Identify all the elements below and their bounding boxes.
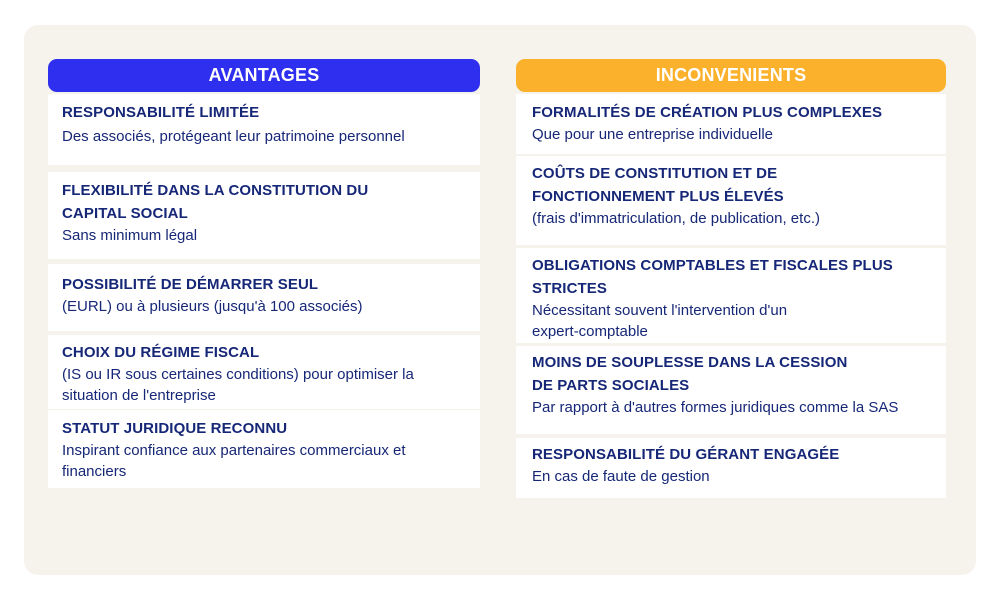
- advantage-title: POSSIBILITÉ DE DÉMARRER SEUL: [62, 276, 319, 293]
- disadvantage-item: [516, 156, 946, 245]
- advantage-item: [48, 264, 480, 331]
- advantage-desc: Des associés, protégeant leur patrimoine personnel: [62, 128, 405, 145]
- disadvantage-desc: Nécessitant souvent l'intervention d'un expert-comptable: [532, 302, 788, 340]
- advantage-item: [48, 335, 480, 409]
- advantages-column: [48, 59, 480, 480]
- disadvantage-item: [516, 346, 946, 434]
- advantage-item: [48, 410, 480, 488]
- advantages-header: AVANTAGES: [48, 59, 480, 92]
- disadvantage-desc: (frais d'immatriculation, de publication, etc.): [532, 210, 820, 227]
- disadvantage-title: FORMALITÉS DE CRÉATION PLUS COMPLEXES: [532, 104, 883, 121]
- disadvantage-title: COÛTS DE CONSTITUTION ET DE FONCTIONNEMENT PLUS ÉLEVÉS: [532, 165, 784, 205]
- advantage-desc: Sans minimum légal: [62, 227, 198, 244]
- disadvantage-desc: Par rapport à d'autres formes juridiques comme la SAS: [532, 399, 899, 416]
- disadvantage-item: [516, 248, 946, 343]
- disadvantage-item: [516, 94, 946, 154]
- advantage-desc: (IS ou IR sous certaines conditions) pour optimiser la situation de l'entreprise: [62, 366, 414, 404]
- advantage-item: [48, 94, 480, 165]
- disadvantage-title: RESPONSABILITÉ DU GÉRANT ENGAGÉE: [532, 446, 840, 463]
- advantage-title: CHOIX DU RÉGIME FISCAL: [62, 344, 260, 361]
- advantage-desc: Inspirant confiance aux partenaires commerciaux et financiers: [62, 442, 406, 480]
- advantage-title: STATUT JURIDIQUE RECONNU: [62, 420, 288, 437]
- advantage-title: FLEXIBILITÉ DANS LA CONSTITUTION DU CAPITAL SOCIAL: [62, 182, 369, 222]
- advantage-desc: (EURL) ou à plusieurs (jusqu'à 100 associés): [62, 298, 363, 315]
- disadvantage-title: MOINS DE SOUPLESSE DANS LA CESSION DE PARTS SOCIALES: [532, 354, 848, 394]
- disadvantage-desc: En cas de faute de gestion: [532, 468, 710, 485]
- disadvantages-column: [516, 59, 946, 485]
- disadvantage-title: OBLIGATIONS COMPTABLES ET FISCALES PLUS STRICTES: [532, 257, 893, 297]
- advantage-item: [48, 172, 480, 259]
- disadvantages-header: INCONVENIENTS: [516, 59, 946, 92]
- disadvantage-desc: Que pour une entreprise individuelle: [532, 126, 773, 143]
- disadvantage-item: [516, 438, 946, 498]
- advantage-title: RESPONSABILITÉ LIMITÉE: [62, 104, 260, 121]
